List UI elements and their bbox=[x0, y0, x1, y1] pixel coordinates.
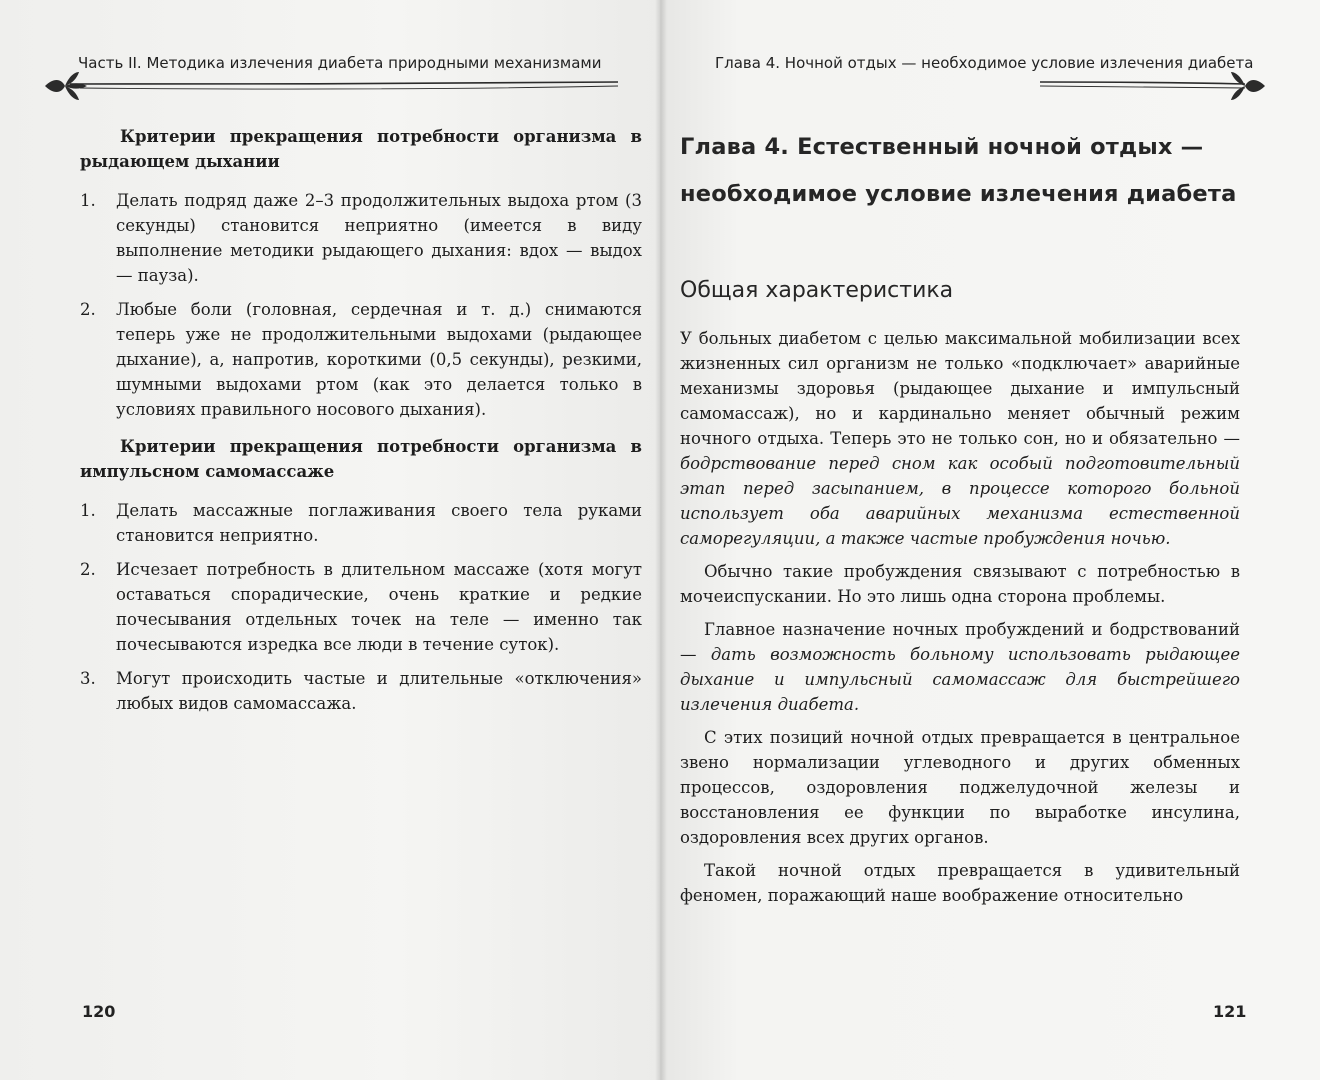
massage-criteria-list bbox=[80, 498, 642, 716]
item-text: Делать массажные поглаживания своего тела руками становится неприятно. bbox=[116, 501, 642, 545]
right-page bbox=[660, 0, 1320, 1080]
left-running-head: Часть II. Методика излечения диабета природными механизмами bbox=[78, 54, 602, 72]
item-text: Исчезает потребность в длительном массаже (хотя могут оставаться спорадические, очень краткие и редкие почесывания отдельных точек на теле — именно так почесываются изредка все люди в течение суток). bbox=[116, 560, 642, 654]
item-text: Делать подряд даже 2–3 продолжительных выдоха ртом (3 секунды) становится неприятно (имеется в виду выполнение методики рыдающего дыхания: вдох — выдох — пауза). bbox=[116, 191, 642, 285]
item-number: 2. bbox=[80, 560, 96, 579]
chapter-title: Глава 4. Естественный ночной отдых — необходимое условие излечения диабета bbox=[680, 134, 1237, 207]
section-title: Общая характеристика bbox=[680, 278, 954, 303]
item-text: Любые боли (головная, сердечная и т. д.) снимаются теперь уже не продолжительными выдохами (рыдающее дыхание), а, напротив, короткими (0,5 секунды), резкими, шумными выдохами ртом (как это делается только в условиях правильного носового дыхания). bbox=[116, 300, 642, 419]
paragraph-4: С этих позиций ночной отдых превращается в центральное звено нормализации углеводного и других обменных процессов, оздоровления поджелудочной железы и восстановления ее функции по выработке инсулина, оздоровления всех других органов. bbox=[680, 728, 1240, 847]
item-number: 1. bbox=[80, 191, 96, 210]
criteria-heading-breathing: Критерии прекращения потребности организма в рыдающем дыхании bbox=[80, 127, 642, 171]
list-item bbox=[80, 557, 642, 657]
item-number: 3. bbox=[80, 669, 96, 688]
paragraph-1 bbox=[680, 326, 1240, 551]
page-number-right: 121 bbox=[1213, 1002, 1247, 1021]
book-gutter bbox=[655, 0, 667, 1080]
paragraph-5: Такой ночной отдых превращается в удивительный феномен, поражающий наше воображение относительно bbox=[680, 861, 1240, 905]
page-number-left: 120 bbox=[82, 1002, 116, 1021]
list-item bbox=[80, 498, 642, 548]
item-text: Могут происходить частые и длительные «отключения» любых видов самомассажа. bbox=[116, 669, 642, 713]
item-number: 1. bbox=[80, 501, 96, 520]
right-running-head: Глава 4. Ночной отдых — необходимое условие излечения диабета bbox=[715, 54, 1254, 72]
paragraph-emphasis: бодрствование перед сном как особый подготовительный этап перед засыпанием, в процессе которого больной использует оба аварийных механизма естественной саморегуляции, а также частые пробуждения ночью. bbox=[680, 454, 1240, 548]
list-item bbox=[80, 188, 642, 288]
paragraph-3 bbox=[680, 617, 1240, 717]
paragraph-text: Главное назначение ночных пробуждений и бодрствований — bbox=[680, 620, 1240, 664]
paragraph-emphasis: дать возможность больному использовать рыдающее дыхание и импульсный самомассаж для быстрейшего излечения диабета. bbox=[680, 645, 1240, 714]
breathing-criteria-list bbox=[80, 188, 642, 422]
leaf-ornament-icon bbox=[1040, 70, 1270, 110]
list-item bbox=[80, 666, 642, 716]
paragraph-2: Обычно такие пробуждения связывают с потребностью в мочеиспускании. Но это лишь одна сторона проблемы. bbox=[680, 562, 1240, 606]
item-number: 2. bbox=[80, 300, 96, 319]
criteria-heading-massage: Критерии прекращения потребности организма в импульсном самомассаже bbox=[80, 437, 642, 481]
list-item bbox=[80, 297, 642, 422]
leaf-ornament-icon bbox=[40, 70, 620, 110]
paragraph-text: У больных диабетом с целью максимальной мобилизации всех жизненных сил организм не только «подключает» аварийные механизмы здоровья (рыдающее дыхание и импульсный самомассаж), но и кардинально меняет обычный режим ночного отдыха. Теперь это не только сон, но и обязательно — bbox=[680, 329, 1240, 448]
